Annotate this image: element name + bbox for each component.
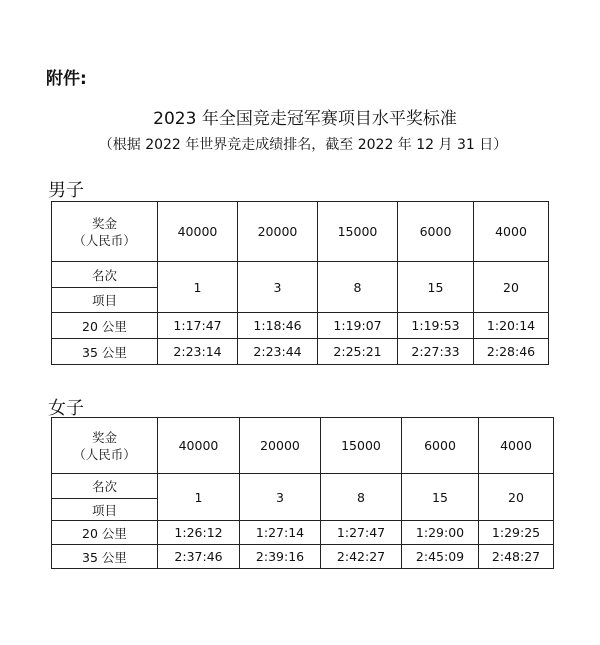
prize-cell: 20000 xyxy=(238,202,318,262)
prize-cell: 6000 xyxy=(402,418,479,474)
time-cell: 2:25:21 xyxy=(318,339,398,365)
prize-label-cell xyxy=(52,418,158,474)
time-cell: 2:48:27 xyxy=(479,545,554,569)
time-cell: 2:37:46 xyxy=(158,545,240,569)
time-cell: 1:27:14 xyxy=(240,521,321,545)
women-section-heading: 女子 xyxy=(48,398,84,419)
rank-cell: 15 xyxy=(398,262,474,313)
attachment-label: 附件: xyxy=(46,69,87,89)
prize-cell: 15000 xyxy=(321,418,402,474)
rank-cell: 15 xyxy=(402,474,479,521)
men-section-heading: 男子 xyxy=(48,180,84,201)
time-cell: 1:26:12 xyxy=(158,521,240,545)
prize-cell: 40000 xyxy=(158,418,240,474)
rank-cell: 8 xyxy=(318,262,398,313)
time-cell: 1:29:00 xyxy=(402,521,479,545)
item-label: 项目 xyxy=(52,288,158,313)
rank-row xyxy=(52,474,554,499)
rank-cell: 3 xyxy=(238,262,318,313)
prize-row xyxy=(52,418,554,474)
prize-cell: 40000 xyxy=(158,202,238,262)
currency-label: （人民币） xyxy=(73,232,136,248)
document-title: 2023 年全国竞走冠军赛项目水平奖标准 xyxy=(153,109,457,129)
event-name: 20 公里 xyxy=(52,521,158,545)
time-cell: 1:20:14 xyxy=(474,313,549,339)
time-cell: 1:19:07 xyxy=(318,313,398,339)
prize-row xyxy=(52,202,549,262)
rank-cell: 1 xyxy=(158,262,238,313)
prize-label-cell xyxy=(52,202,158,262)
rank-cell: 8 xyxy=(321,474,402,521)
rank-label: 名次 xyxy=(52,262,158,288)
event-row xyxy=(52,545,554,569)
time-cell: 2:39:16 xyxy=(240,545,321,569)
men-prize-table xyxy=(51,201,549,365)
time-cell: 1:29:25 xyxy=(479,521,554,545)
currency-label: （人民币） xyxy=(73,446,136,462)
prize-cell: 15000 xyxy=(318,202,398,262)
time-cell: 1:19:53 xyxy=(398,313,474,339)
time-cell: 2:23:14 xyxy=(158,339,238,365)
event-name: 35 公里 xyxy=(52,545,158,569)
rank-cell: 20 xyxy=(479,474,554,521)
rank-cell: 20 xyxy=(474,262,549,313)
women-prize-table xyxy=(51,417,554,569)
time-cell: 2:45:09 xyxy=(402,545,479,569)
rank-cell: 1 xyxy=(158,474,240,521)
prize-cell: 4000 xyxy=(474,202,549,262)
time-cell: 2:23:44 xyxy=(238,339,318,365)
prize-label: 奖金 xyxy=(91,429,117,445)
prize-label: 奖金 xyxy=(91,215,117,231)
document-subtitle: （根据 2022 年世界竞走成绩排名，截至 2022 年 12 月 31 日） xyxy=(98,137,508,153)
rank-label: 名次 xyxy=(52,474,158,499)
time-cell: 1:18:46 xyxy=(238,313,318,339)
event-name: 35 公里 xyxy=(52,339,158,365)
rank-cell: 3 xyxy=(240,474,321,521)
rank-row xyxy=(52,262,549,288)
event-row xyxy=(52,313,549,339)
event-name: 20 公里 xyxy=(52,313,158,339)
prize-cell: 6000 xyxy=(398,202,474,262)
time-cell: 2:28:46 xyxy=(474,339,549,365)
item-label: 项目 xyxy=(52,499,158,521)
prize-cell: 4000 xyxy=(479,418,554,474)
prize-cell: 20000 xyxy=(240,418,321,474)
time-cell: 2:27:33 xyxy=(398,339,474,365)
time-cell: 1:17:47 xyxy=(158,313,238,339)
event-row xyxy=(52,521,554,545)
time-cell: 1:27:47 xyxy=(321,521,402,545)
time-cell: 2:42:27 xyxy=(321,545,402,569)
event-row xyxy=(52,339,549,365)
